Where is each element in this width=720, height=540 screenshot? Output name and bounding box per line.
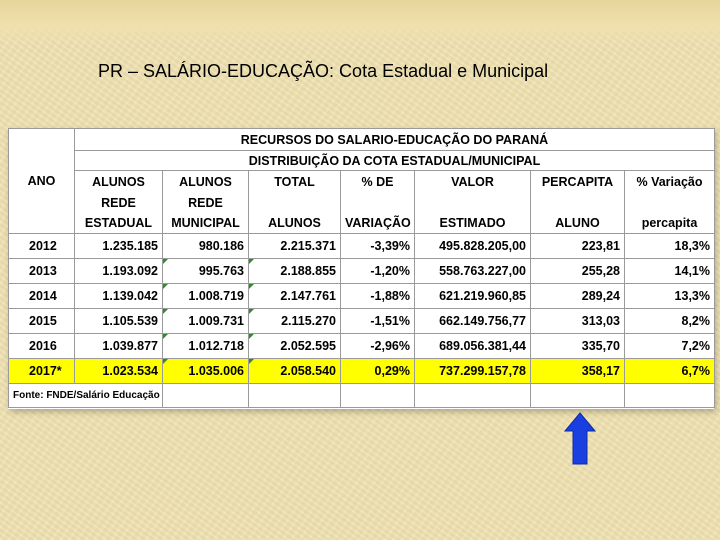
up-arrow-icon [564, 412, 596, 465]
column-header-alunos-rede-municipal [163, 171, 249, 234]
source-empty-cell [163, 384, 249, 408]
column-header-line: ESTADUAL [84, 216, 153, 230]
column-header-line: ALUNOS [179, 175, 232, 189]
alunos-municipal-cell: 1.008.719 [163, 284, 249, 309]
valor-estimado-cell: 737.299.157,78 [415, 359, 531, 384]
column-header-valor-estimado [415, 171, 531, 234]
table-row [9, 334, 715, 359]
column-header-line: % DE [361, 175, 394, 189]
total-alunos-cell: 2.052.595 [249, 334, 341, 359]
alunos-municipal-cell: 995.763 [163, 259, 249, 284]
pct-variacao-cell: -1,20% [341, 259, 415, 284]
percapita-cell: 223,81 [531, 234, 625, 259]
pct-variacao-percapita-cell: 14,1% [625, 259, 715, 284]
column-header-line: VARIAÇÃO [345, 216, 411, 230]
alunos-estadual-cell: 1.235.185 [75, 234, 163, 259]
pct-variacao-cell: -1,88% [341, 284, 415, 309]
source-empty-cell [341, 384, 415, 408]
source-note: Fonte: FNDE/Salário Educação [9, 384, 163, 408]
table-title: RECURSOS DO SALARIO-EDUCAÇÃO DO PARANÁ [75, 129, 715, 151]
top-decorative-band [0, 0, 720, 44]
column-header-line: MUNICIPAL [171, 216, 240, 230]
percapita-cell: 313,03 [531, 309, 625, 334]
percapita-cell: 255,28 [531, 259, 625, 284]
column-header-alunos-rede-estadual [75, 171, 163, 234]
alunos-municipal-cell: 1.035.006 [163, 359, 249, 384]
alunos-estadual-cell: 1.105.539 [75, 309, 163, 334]
table-row [9, 284, 715, 309]
percapita-cell: 335,70 [531, 334, 625, 359]
alunos-estadual-cell: 1.039.877 [75, 334, 163, 359]
year-cell: 2017* [9, 359, 75, 384]
column-header-line: ALUNOS [268, 216, 321, 230]
column-header-line: % Variação [636, 175, 703, 189]
alunos-municipal-cell: 1.012.718 [163, 334, 249, 359]
column-header-pct-variacao-percapita [625, 171, 715, 234]
year-cell: 2012 [9, 234, 75, 259]
pct-variacao-percapita-cell: 13,3% [625, 284, 715, 309]
pct-variacao-cell: 0,29% [341, 359, 415, 384]
pct-variacao-percapita-cell: 7,2% [625, 334, 715, 359]
column-header-line: VALOR [451, 175, 494, 189]
table-row [9, 309, 715, 334]
table-row [9, 259, 715, 284]
alunos-municipal-cell: 1.009.731 [163, 309, 249, 334]
column-header-line: ALUNOS [92, 175, 145, 189]
valor-estimado-cell: 558.763.227,00 [415, 259, 531, 284]
column-header-total-alunos [249, 171, 341, 234]
valor-estimado-cell: 689.056.381,44 [415, 334, 531, 359]
column-header-line: REDE [101, 195, 136, 210]
column-header-line: REDE [188, 195, 223, 210]
source-empty-cell [625, 384, 715, 408]
total-alunos-cell: 2.115.270 [249, 309, 341, 334]
pct-variacao-percapita-cell: 18,3% [625, 234, 715, 259]
year-cell: 2014 [9, 284, 75, 309]
percapita-cell: 289,24 [531, 284, 625, 309]
year-cell: 2016 [9, 334, 75, 359]
valor-estimado-cell: 662.149.756,77 [415, 309, 531, 334]
year-cell: 2015 [9, 309, 75, 334]
alunos-estadual-cell: 1.139.042 [75, 284, 163, 309]
column-header-pct-variacao [341, 171, 415, 234]
column-header-line: PERCAPITA [541, 175, 614, 189]
data-table [8, 128, 715, 408]
valor-estimado-cell: 621.219.960,85 [415, 284, 531, 309]
alunos-estadual-cell: 1.023.534 [75, 359, 163, 384]
column-header-line: TOTAL [274, 175, 315, 189]
pct-variacao-cell: -2,96% [341, 334, 415, 359]
source-empty-cell [415, 384, 531, 408]
alunos-estadual-cell: 1.193.092 [75, 259, 163, 284]
source-empty-cell [531, 384, 625, 408]
year-cell: 2013 [9, 259, 75, 284]
total-alunos-cell: 2.188.855 [249, 259, 341, 284]
table-row [9, 359, 715, 384]
total-alunos-cell: 2.058.540 [249, 359, 341, 384]
column-header-line: percapita [641, 216, 698, 230]
data-table-image [8, 128, 714, 409]
total-alunos-cell: 2.147.761 [249, 284, 341, 309]
table-subtitle: DISTRIBUIÇÃO DA COTA ESTADUAL/MUNICIPAL [75, 151, 715, 171]
column-header-line: ESTIMADO [439, 216, 506, 230]
ano-header: ANO [9, 129, 75, 234]
table-row [9, 234, 715, 259]
percapita-cell: 358,17 [531, 359, 625, 384]
column-header-percapita-aluno [531, 171, 625, 234]
pct-variacao-cell: -1,51% [341, 309, 415, 334]
pct-variacao-cell: -3,39% [341, 234, 415, 259]
pct-variacao-percapita-cell: 6,7% [625, 359, 715, 384]
alunos-municipal-cell: 980.186 [163, 234, 249, 259]
slide-title: PR – SALÁRIO-EDUCAÇÃO: Cota Estadual e Municipal [98, 61, 549, 81]
total-alunos-cell: 2.215.371 [249, 234, 341, 259]
valor-estimado-cell: 495.828.205,00 [415, 234, 531, 259]
source-empty-cell [249, 384, 341, 408]
pct-variacao-percapita-cell: 8,2% [625, 309, 715, 334]
column-header-line: ALUNO [555, 216, 600, 230]
